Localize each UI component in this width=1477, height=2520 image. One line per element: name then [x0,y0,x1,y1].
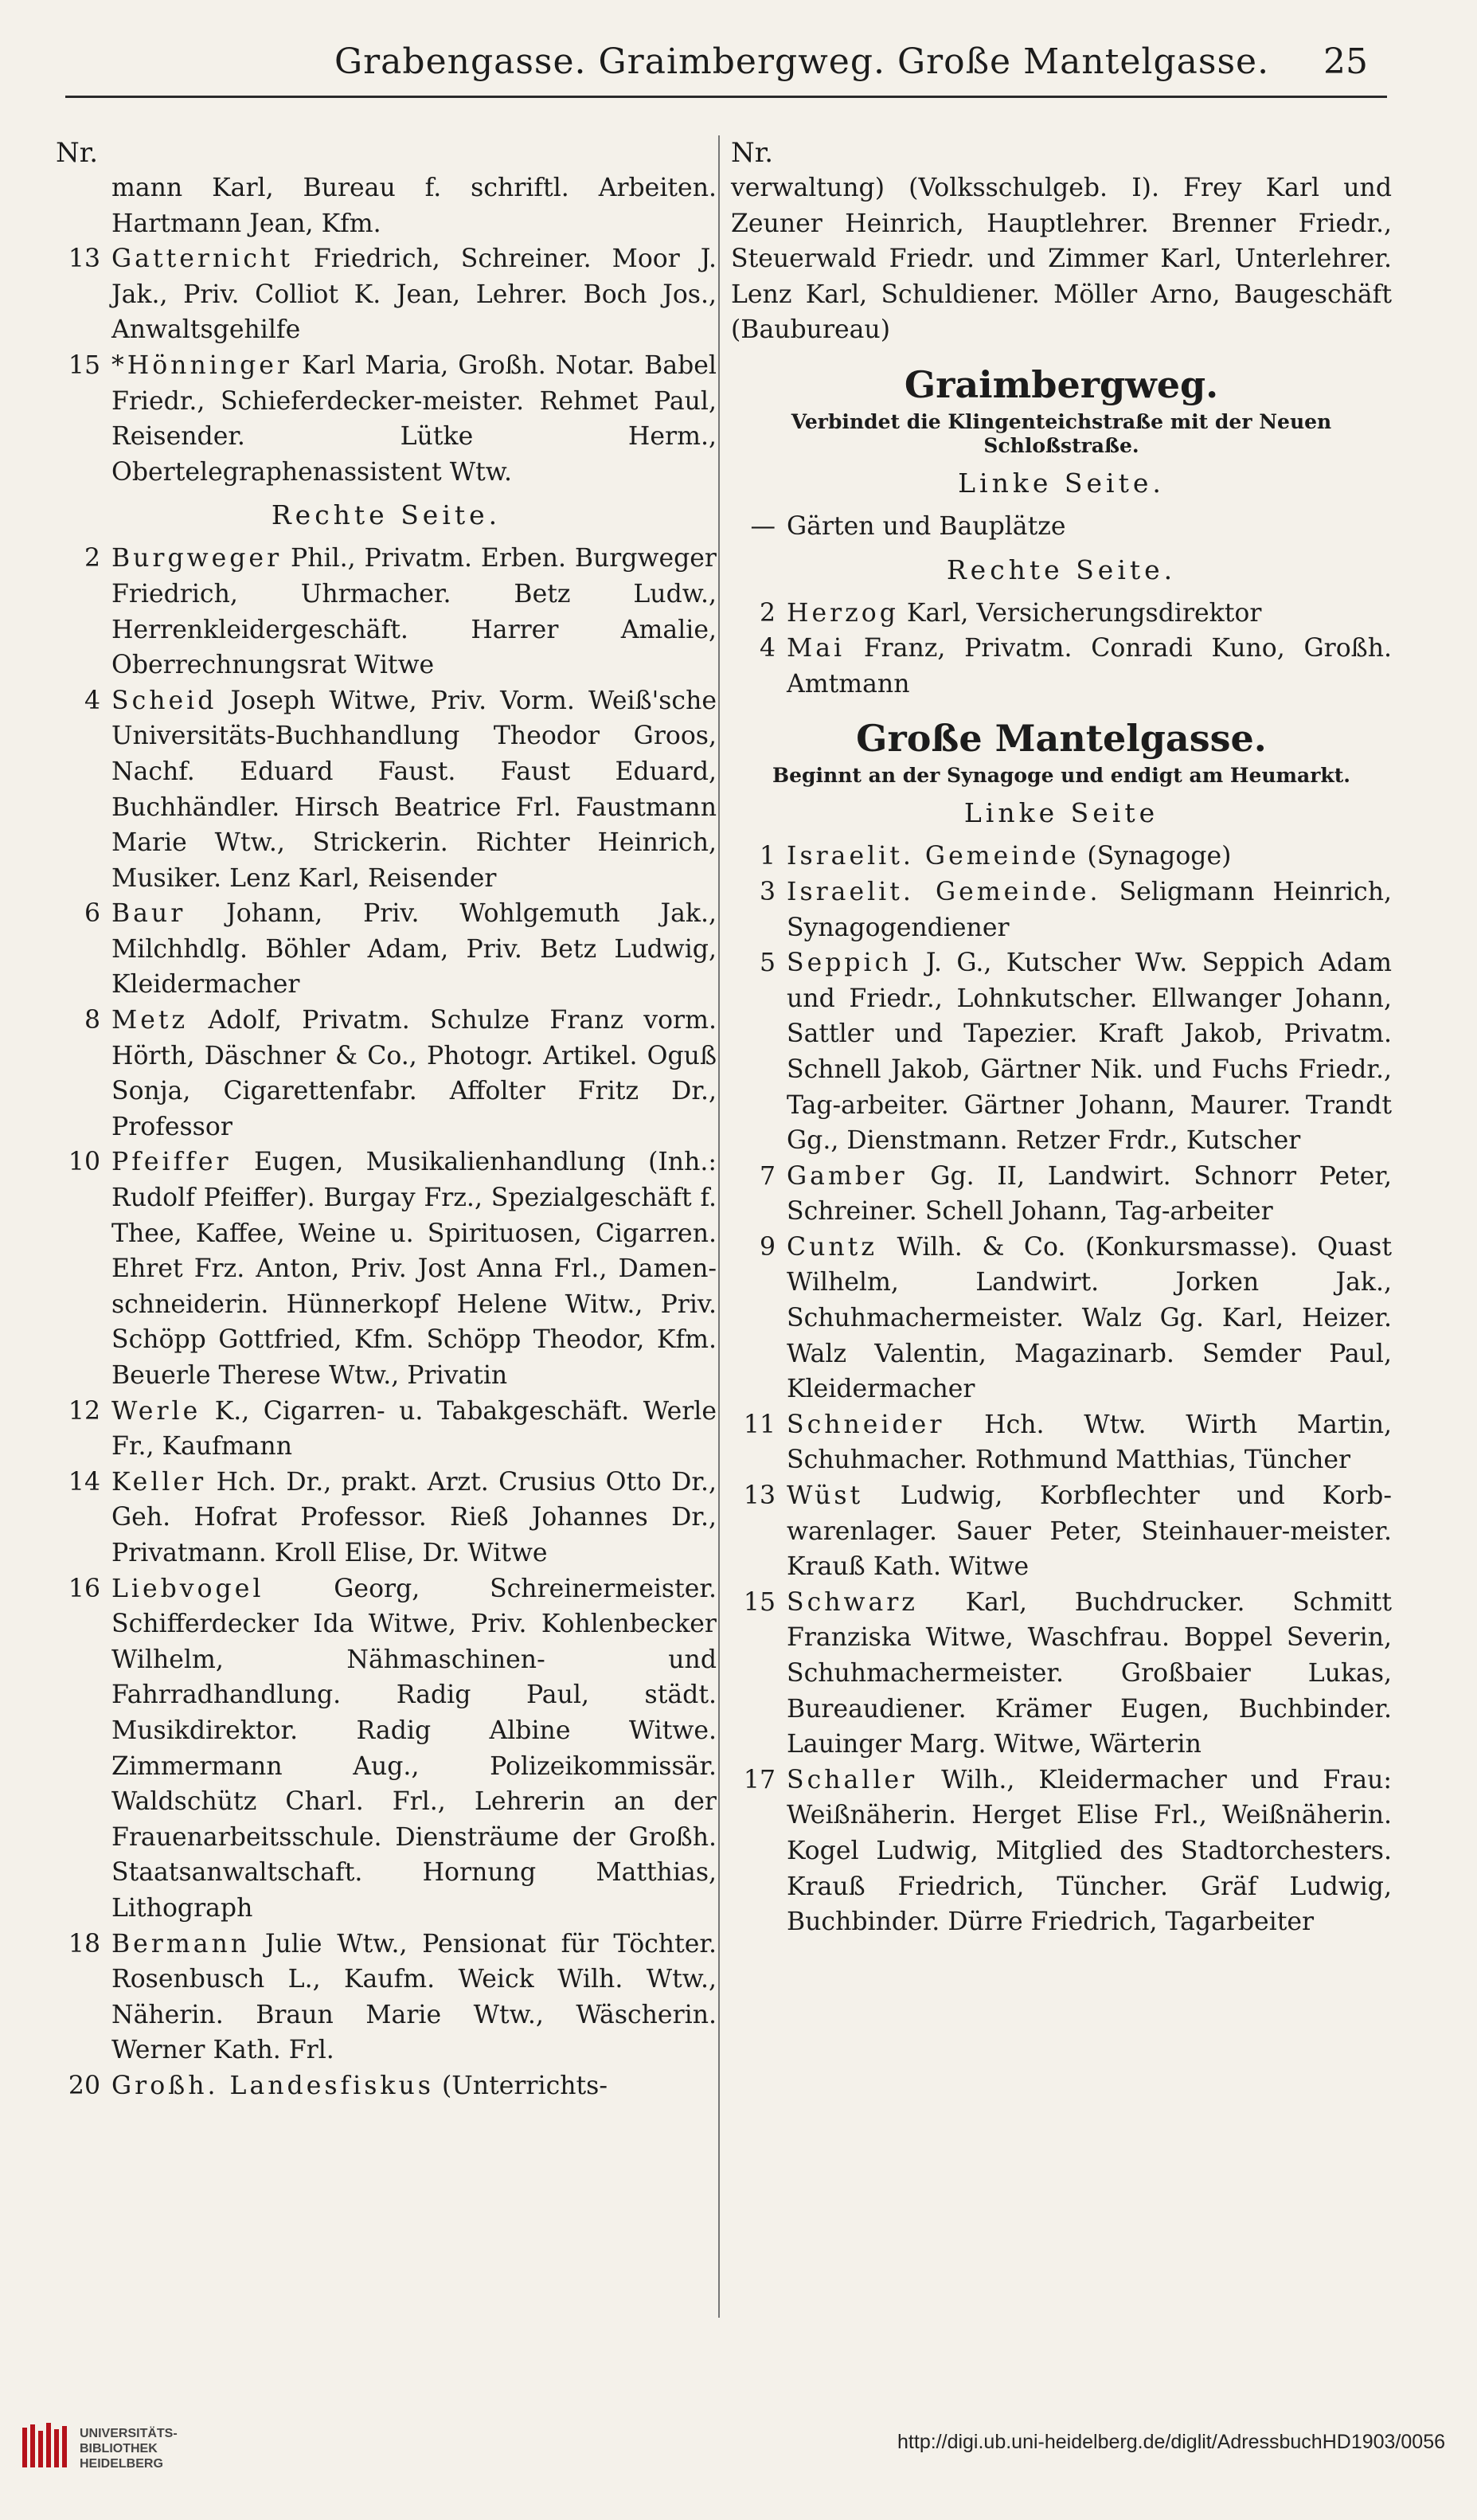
entry-text: Friedrich, Schreiner. Moor J. Jak., Priv. Colliot K. Jean, Lehrer. Boch Jos., Anwaltsgehilfe [111,245,717,345]
house-number: 14 [68,1467,100,1497]
entry-text: Adolf, Privatm. Schulze Franz vorm. Hörth, Däschner & Co., Photogr. Artikel. Oguß Sonja, Cigarettenfabr. Affolter Fritz Dr., Professor [111,1006,717,1141]
entry-text: Wilh. & Co. (Konkursmasse). Quast Wilhelm, Landwirt. Jorken Jak., Schuhmachermeister. Walz Gg. Karl, Heizer. Walz Valentin, Magazinarb. Semder Paul, Kleidermacher [787,1232,1393,1404]
address-entry [56,683,717,897]
street-heading: Graimbergweg. [904,362,1219,406]
address-entry [731,1407,1392,1478]
address-entry [731,1230,1392,1407]
address-entry [731,509,1392,545]
entry-list [731,839,1392,1939]
address-entry [56,1003,717,1145]
page-number: 25 [1323,41,1368,82]
address-entry [731,596,1392,632]
house-number: 5 [759,949,776,978]
side-heading-right: Rechte Seite. [946,554,1177,585]
owner-name: Gamber [787,1161,908,1191]
address-entry [731,1478,1392,1585]
running-header: Grabengasse. Graimbergweg. Große Mantelgasse. [334,41,1270,82]
entry-text: Eugen, Musikalienhandlung (Inh.: Rudolf Pfeiffer). Burgay Frz., Spezialgeschäft f. Thee, Kaffee, Weine u. Spirituosen, Cigarren. Ehret Frz. Anton, Priv. Jost Anna Frl., Damen-schneiderin. Hünnerkopf Helene Witw., Priv. Schöpp Gottfried, Kfm. Schöpp Theodor, Kfm. Beuerle Therese Wtw., Privatin [111,1148,717,1390]
house-number: 15 [68,350,100,380]
house-number: 20 [68,2071,100,2100]
owner-name: Schaller [787,1765,918,1794]
side-heading-left: Linke Seite [963,797,1159,829]
entry-text: K., Cigarren- u. Tabakgeschäft. Werle Fr., Kaufmann [111,1396,717,1462]
entry-text: Karl, Versicherungsdirektor [906,598,1262,628]
entry-text: Gg. II, Landwirt. Schnorr Peter, Schreiner. Schell Johann, Tag-arbeiter [787,1161,1392,1227]
entry-text: Gärten und Bauplätze [787,511,1066,541]
entry-list [56,170,717,490]
house-number: 9 [759,1232,776,1262]
owner-name: Schwarz [787,1587,918,1617]
owner-name: Metz [111,1006,189,1035]
house-number: 2 [759,598,776,628]
address-entry [56,1571,717,1927]
house-number: 13 [743,1481,776,1511]
entry-text: Julie Wtw., Pensionat für Töchter. Rosenbusch L., Kaufm. Weick Wilh. Wtw., Näherin. Braun Marie Wtw., Wäscherin. Werner Kath. Frl. [111,1929,717,2065]
address-entry [731,839,1392,875]
owner-name: Gatternicht [111,245,293,274]
library-name: UNIVERSITÄTS- BIBLIOTHEK HEIDELBERG [80,2427,178,2471]
owner-name: Keller [111,1467,207,1497]
address-entry [56,541,717,683]
house-number: 1 [759,842,776,871]
address-entry [56,241,717,348]
entry-list [731,596,1392,702]
house-number: 18 [68,1929,100,1958]
owner-name: Schneider [787,1410,945,1439]
house-number: 3 [759,877,776,906]
entry-text: (Unterrichts- [441,2071,608,2100]
street-description: Beginnt an der Synagoge und endigt am Heumarkt. [772,764,1350,788]
owner-name: Großh. Landesfiskus [111,2071,434,2100]
house-number: — [750,511,776,541]
owner-name: Israelit. Gemeinde [787,842,1080,871]
entry-text: Hch. Wtw. Wirth Martin, Schuhmacher. Rothmund Matthias, Tüncher [787,1410,1392,1475]
owner-name: Mai [787,634,846,663]
owner-name: Baur [111,899,186,929]
entry-text: Seligmann Heinrich, Synagogendiener [787,877,1392,942]
owner-name: Scheid [111,686,217,715]
entry-text: Joseph Witwe, Priv. Vorm. Weiß'sche Universitäts-Buchhandlung Theodor Groos, Nachf. Eduard Faust. Faust Eduard, Buchhändler. Hirsch Beatrice Frl. Faustmann Marie Wtw., Strickerin. Richter Heinrich, Musiker. Lenz Karl, Reisender [111,686,717,893]
address-entry [56,348,717,490]
address-entry [731,1585,1392,1763]
address-entry [731,875,1392,945]
house-number: 4 [759,634,776,663]
house-number: 12 [68,1396,100,1426]
address-entry [56,1394,717,1465]
owner-name: Pfeiffer [111,1148,232,1177]
entry-text: Georg, Schreinermeister. Schifferdecker Ida Witwe, Priv. Kohlenbecker Wilhelm, Nähmaschinen- und Fahrradhandlung. Radig Paul, städt. Musikdirektor. Radig Albine Witwe. Zimmermann Aug., Polizeikommissär. Waldschütz Charl. Frl., Lehrerin an der Frauenarbeitsschule. Diensträume der Großh. Staatsanwaltschaft. Hornung Matthias, Lithograph [111,1574,717,1923]
owner-name: Seppich [787,949,912,978]
address-entry [56,2068,717,2104]
owner-name: Werle [111,1396,201,1426]
entry-text: Johann, Priv. Wohlgemuth Jak., Milchhdlg. Böhler Adam, Priv. Betz Ludwig, Kleidermacher [111,899,717,1000]
entry-text: Wilh., Kleidermacher und Frau: Weißnäherin. Herget Elise Frl., Weißnäherin. Kogel Ludwig, Mitglied des Stadtorchesters. Krauß Friedrich, Tüncher. Gräf Ludwig, Buchbinder. Dürre Friedrich, Tagarbeiter [787,1765,1393,1937]
library-logo-icon [18,2420,72,2474]
entry-list [56,541,717,2103]
owner-name: Herzog [787,598,899,628]
address-entry [56,1927,717,2068]
entry-text: Franz, Privatm. Conradi Kuno, Großh. Amtmann [787,634,1392,698]
entry-text: Karl Maria, Großh. Notar. Babel Friedr., Schieferdecker-meister. Rehmet Paul, Reisender. Lütke Herm., Obertelegraphenassistent Wtw. [111,350,717,487]
entry-text: (Synagoge) [1087,842,1232,871]
continuation-text: verwaltung) (Volksschulgeb. I). Frey Karl und Zeuner Heinrich, Hauptlehrer. Brenner Friedr., Steuerwald Friedr. und Zimmer Karl, Unterlehrer. Lenz Karl, Schuldiener. Möller Arno, Baugeschäft (Baubureau) [731,174,1392,345]
house-number: 13 [68,245,100,274]
address-entry [731,1159,1392,1230]
house-number: 11 [743,1410,776,1439]
entry-text: Karl, Buchdrucker. Schmitt Franziska Witwe, Waschfrau. Boppel Severin, Schuhmachermeister. Großbaier Lukas, Bureaudiener. Krämer Eugen, Buchbinder. Lauinger Marg. Witwe, Wärterin [787,1587,1392,1759]
header-rule [65,96,1387,98]
house-number: 8 [84,1006,100,1035]
house-number: 6 [84,899,100,929]
address-entry [56,1465,717,1571]
column-divider [718,135,720,2318]
side-heading-left: Linke Seite. [958,467,1165,499]
owner-name: Wüst [787,1481,864,1511]
house-number: 7 [759,1161,776,1191]
house-number: 10 [68,1148,100,1177]
source-url[interactable]: http://digi.ub.uni-heidelberg.de/diglit/AdressbuchHD1903/0056 [897,2431,1445,2453]
address-entry [56,896,717,1003]
address-entry [731,1763,1392,1940]
side-heading-right: Rechte Seite. [271,499,502,531]
house-number: 4 [84,686,100,715]
entry-text: J. G., Kutscher Ww. Seppich Adam und Friedr., Lohnkutscher. Ellwanger Johann, Sattler und Tapezier. Kraft Jakob, Privatm. Schnell Jakob, Gärtner Nik. und Fuchs Friedr., Tag-arbeiter. Gärtner Johann, Maurer. Trandt Gg., Dienstmann. Retzer Frdr., Kutscher [787,949,1392,1156]
owner-name: Israelit. Gemeinde. [787,877,1101,906]
owner-name: *Hönninger [111,350,292,380]
left-column [56,135,717,2103]
owner-name: Cuntz [787,1232,877,1262]
entry-text: Ludwig, Korbflechter und Korb-warenlager. Sauer Peter, Steinhauer-meister. Krauß Kath. Witwe [787,1481,1392,1582]
entry-list [731,509,1392,545]
house-number: 17 [743,1765,776,1794]
street-heading: Große Mantelgasse. [856,717,1267,761]
owner-name: Bermann [111,1929,251,1958]
owner-name: Liebvogel [111,1574,264,1603]
nr-label: Nr. [56,137,99,169]
entry-text: Hch. Dr., prakt. Arzt. Crusius Otto Dr., Geh. Hofrat Professor. Rieß Johannes Dr., Privatmann. Kroll Elise, Dr. Witwe [111,1467,717,1567]
house-number: 15 [743,1587,776,1617]
right-column [731,135,1392,1940]
entry-text: Phil., Privatm. Erben. Burgweger Friedrich, Uhrmacher. Betz Ludw., Herrenkleidergeschäft. Harrer Amalie, Oberrechnungsrat Witwe [111,544,717,680]
owner-name: Burgweger [111,544,283,573]
address-entry [731,945,1392,1159]
address-entry [56,170,717,241]
nr-label: Nr. [731,137,774,169]
address-entry [731,631,1392,702]
house-number: 16 [68,1574,100,1603]
footer [0,2381,1477,2520]
address-entry [56,1145,717,1393]
house-number: 2 [84,544,100,573]
entry-text: mann Karl, Bureau f. schriftl. Arbeiten. Hartmann Jean, Kfm. [111,174,717,238]
street-description: Verbindet die Klingenteichstraße mit der Neuen Schloßstraße. [791,409,1332,457]
